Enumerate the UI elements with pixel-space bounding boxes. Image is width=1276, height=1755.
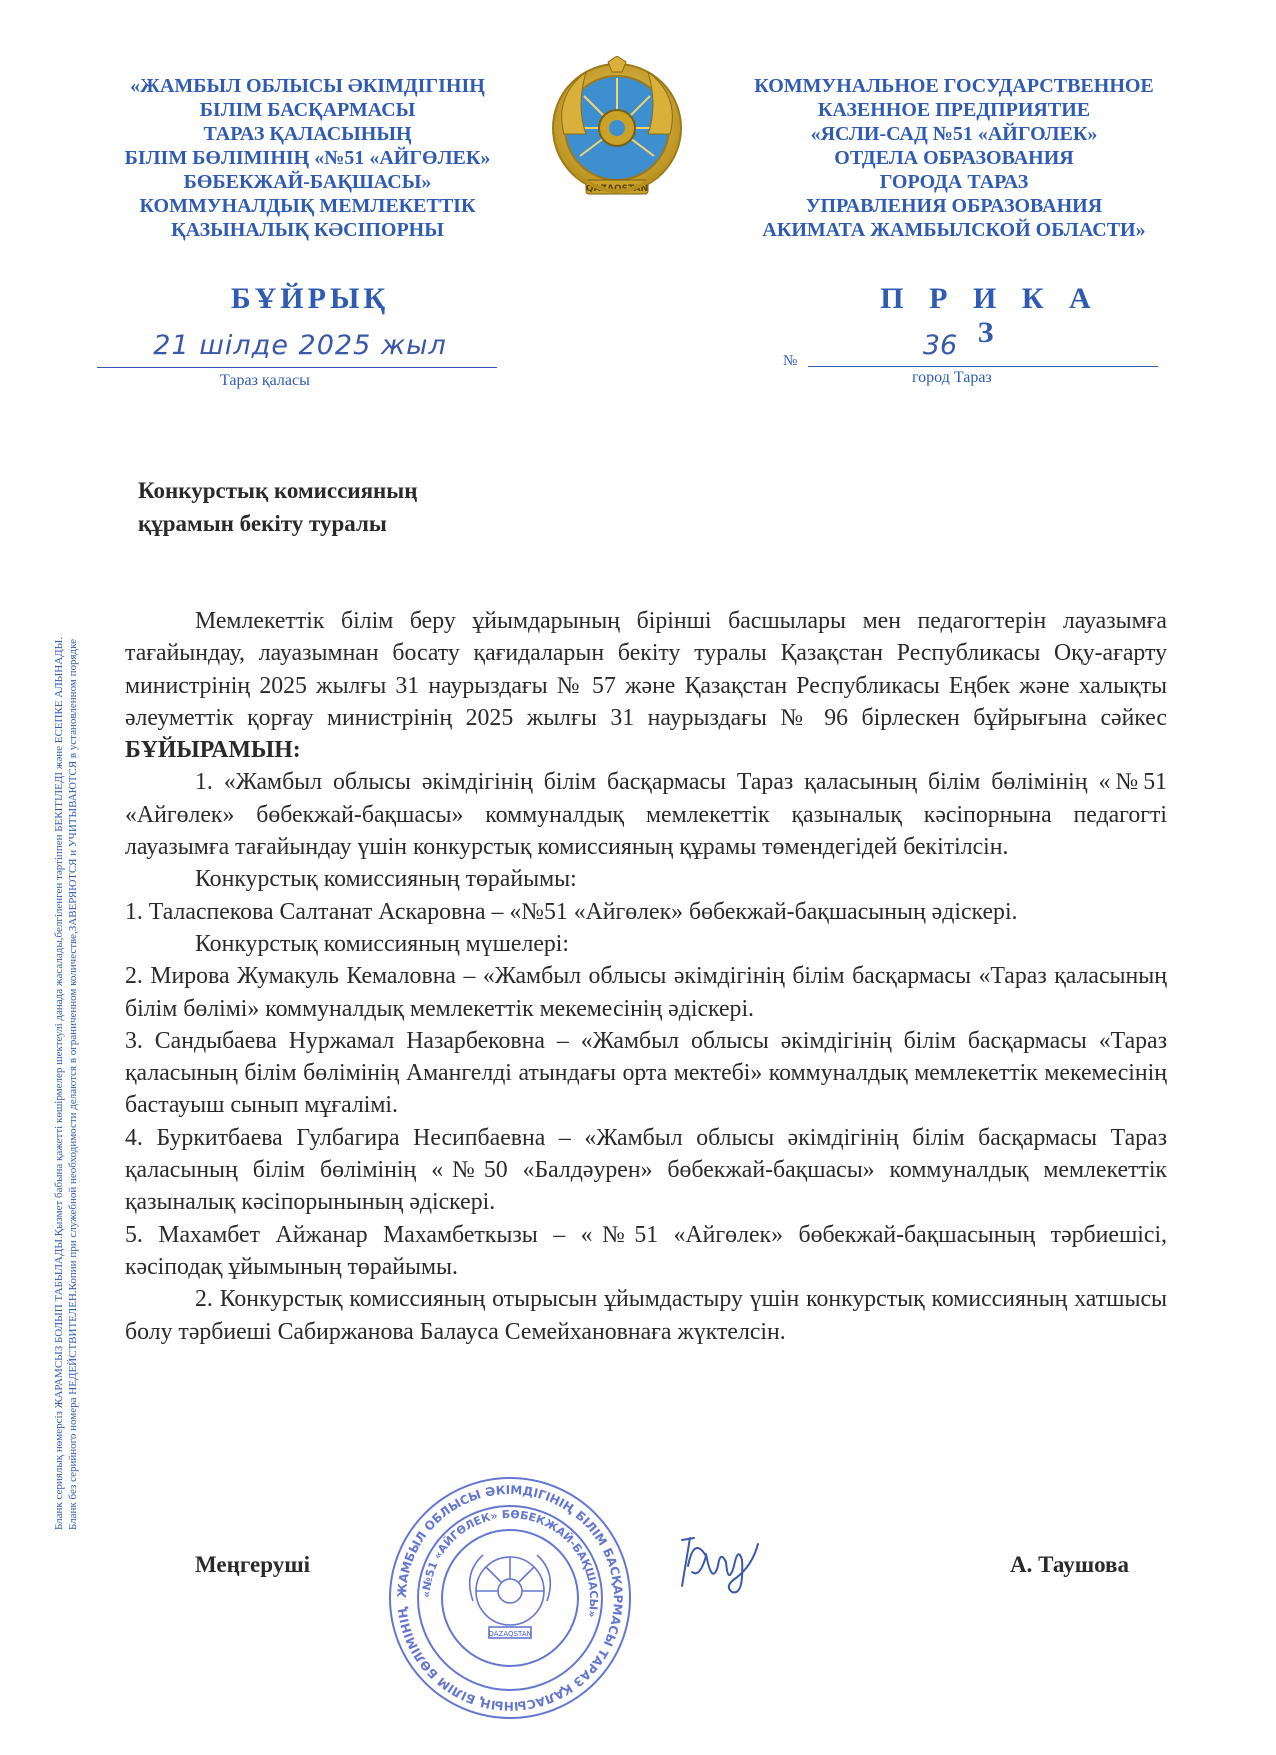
order-date-handwritten: 21 шілде 2025 жыл	[153, 330, 447, 361]
handwritten-signature	[672, 1526, 772, 1598]
member-5: 5. Махамбет Айжанар Махамбеткызы – «№51 «Айгөлек» бөбекжай-бақшасының тәрбиешісі, кәсіподақ ұйымының төрайымы.	[125, 1221, 1167, 1280]
header-left-line: «ЖАМБЫЛ ОБЛЫСЫ ӘКІМДІГІНІҢ	[130, 75, 485, 97]
header-right-line: ГОРОДА ТАРАЗ	[879, 171, 1029, 193]
side-blank-notice	[52, 430, 80, 1530]
order-title-ru: П Р И К А З	[880, 282, 1100, 349]
state-emblem-icon	[546, 56, 688, 208]
header-left-kz	[95, 74, 520, 242]
header-right-line: КАЗЕННОЕ ПРЕДПРИЯТИЕ	[817, 99, 1091, 121]
order-body	[125, 605, 1167, 1348]
date-underline	[97, 366, 497, 368]
stamp-outer-text: ЖАМБЫЛ ОБЛЫСЫ ӘКІМДІГІНІҢ БІЛІМ БАСҚАРМАСЫ ТАРАЗ ҚАЛАСЫНЫҢ БІЛІМ БӨЛІМІНІҢ	[394, 1482, 626, 1714]
side-notice-line: Бланк без серийного номера НЕДЕЙСТВИТЕЛЕН.Копии при служебной необходимости делаются в ограниченном количестве,ЗАВЕРЯЮТСЯ и УЧИТЫВАЮТСЯ в установленном порядке	[67, 638, 79, 1530]
preamble-text: Мемлекеттік білім беру ұйымдарының бірінші басшылары мен педагогтерін лауазымға тағайындау, лауазымнан босату қағидаларын бекіту туралы Қазақстан Республикасы Оқу-ағарту министрінің 2025 жылғы 31 наурыздағы № 57 және Қазақстан Республикасы Еңбек және халықты әлеуметтік қорғау министрінің 2025 жылғы 31 наурыздағы № 96 бірлескен бұйрығына сәйкес	[125, 608, 1167, 731]
stamp-emblem-icon	[470, 1555, 551, 1638]
emblem-caption: QAZAQSTAN	[585, 184, 649, 194]
order-command: БҰЙЫРАМЫН:	[125, 737, 301, 764]
preamble-paragraph	[125, 605, 1167, 766]
header-right-ru	[718, 74, 1190, 242]
members-heading: Конкурстық комиссияның мүшелері:	[195, 930, 570, 957]
signatory-title: Меңгеруші	[195, 1552, 311, 1577]
chair-heading: Конкурстық комиссияның төрайымы:	[195, 866, 577, 893]
city-ru: город Тараз	[912, 369, 992, 386]
header-right-line: УПРАВЛЕНИЯ ОБРАЗОВАНИЯ	[805, 195, 1103, 217]
member-3: 3. Сандыбаева Нуржамал Назарбековна – «Жамбыл облысы әкімдігінің білім басқармасы «Тараз қаласының білім бөлімінің Амангелді атындағы орта мектебі» коммуналдық мемлекеттік мекемесінің бастауыш сынып мұғалімі.	[125, 1027, 1167, 1119]
item-2-paragraph: 2. Конкурстық комиссияның отырысын ұйымдастыру үшін конкурстық комиссияның хатшысы болу тәрбиеші Сабиржанова Балауса Семейхановнаға жүктелсін.	[125, 1286, 1167, 1345]
header-left-line: ҚАЗЫНАЛЫҚ КӘСІПОРНЫ	[171, 219, 444, 241]
member-4: 4. Буркитбаева Гулбагира Несипбаевна – «Жамбыл облысы әкімдігінің білім басқармасы Тараз қаласының білім бөлімінің «№50 «Балдәурен» бөбекжай-бақшасы» коммуналдық мемлекеттік қазыналық кәсіпорынының әдіскері.	[125, 1124, 1167, 1216]
header-left-line: КОММУНАЛДЫҚ МЕМЛЕКЕТТІК	[139, 195, 476, 217]
order-number-label: №	[783, 353, 798, 369]
order-subject	[138, 474, 417, 540]
header-left-line: БІЛІМ БАСҚАРМАСЫ	[199, 99, 416, 121]
header-right-line: АКИМАТА ЖАМБЫЛСКОЙ ОБЛАСТИ»	[762, 219, 1146, 241]
subject-line: құрамын бекіту туралы	[138, 511, 387, 536]
header-left-line: ТАРАЗ ҚАЛАСЫНЫҢ	[203, 123, 412, 145]
number-underline	[808, 365, 1158, 367]
subject-line: Конкурстық комиссияның	[138, 478, 418, 503]
header-left-line: БІЛІМ БӨЛІМІНІҢ «№51 «АЙГӨЛЕК»	[124, 147, 491, 169]
side-notice-line: Бланк сериялық нөмерсіз ЖАРАМСЫЗ БОЛЫП ТАБЫЛАДЫ.Қызмет бабына қажетті көшірмелер шектеулі данада жасалады,белгіленген тәртіппен БЕКІТІЛЕДІ және ЕСЕПКЕ АЛЫНАДЫ.	[53, 637, 65, 1530]
header-right-line: «ЯСЛИ-САД №51 «АЙГОЛЕК»	[810, 123, 1098, 145]
official-stamp	[385, 1473, 635, 1723]
item-1-paragraph: 1. «Жамбыл облысы әкімдігінің білім басқармасы Тараз қаласының білім бөлімінің «№51 «Айгөлек» бөбекжай-бақшасы» коммуналдық мемлекеттік қазыналық кәсіпорнына педагогті лауазымға тағайындау үшін конкурстық комиссияның құрамы төмендегідей бекітілсін.	[125, 769, 1167, 861]
city-kz: Тараз қаласы	[220, 372, 310, 389]
stamp-center-caption: QAZAQSTAN	[488, 1630, 532, 1638]
order-title-kz: БҰЙРЫҚ	[230, 282, 390, 315]
signatory-name: А. Таушова	[1010, 1552, 1129, 1577]
header-right-line: ОТДЕЛА ОБРАЗОВАНИЯ	[834, 147, 1074, 169]
member-2: 2. Мирова Жумакуль Кемаловна – «Жамбыл облысы әкімдігінің білім басқармасы «Тараз қаласының білім бөлімі» коммуналдық мемлекеттік мекемесінің әдіскері.	[125, 963, 1167, 1022]
header-right-line: КОММУНАЛЬНОЕ ГОСУДАРСТВЕННОЕ	[754, 75, 1154, 97]
order-number-handwritten: 36	[922, 330, 958, 361]
stamp-inner-text: «№51 «АЙГӨЛЕК» БӨБЕКЖАЙ-БАҚШАСЫ»	[419, 1507, 601, 1619]
header-left-line: БӨБЕКЖАЙ-БАҚШАСЫ»	[183, 171, 432, 193]
member-1: 1. Таласпекова Салтанат Аскаровна – «№51 «Айгөлек» бөбекжай-бақшасының әдіскері.	[125, 898, 1018, 925]
